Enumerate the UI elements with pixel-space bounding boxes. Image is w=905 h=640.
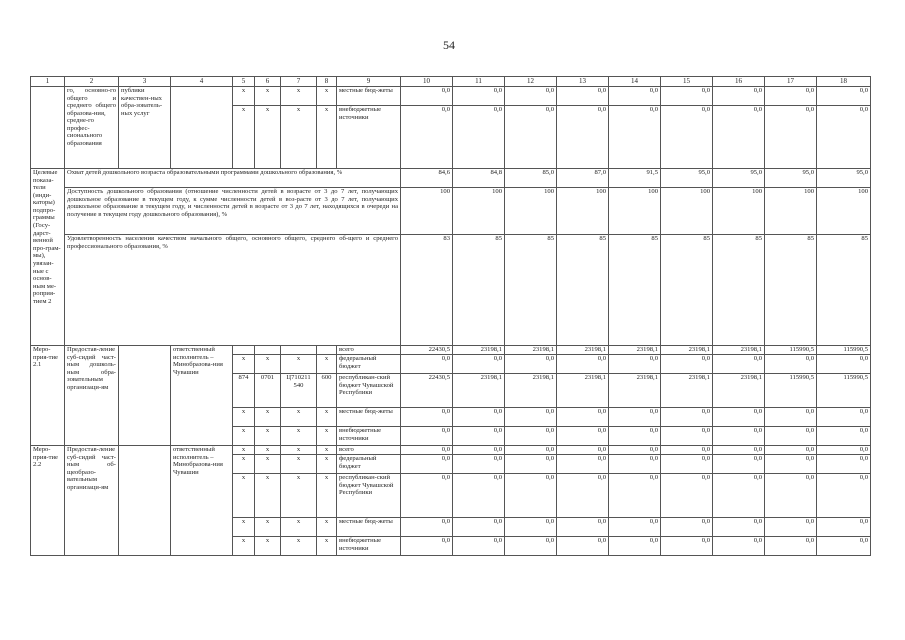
value-cell: 0,0 [661, 455, 713, 474]
value-cell: 83 [401, 235, 453, 346]
value-cell: 0,0 [557, 427, 609, 446]
column-number: 18 [817, 77, 871, 87]
column-number: 17 [765, 77, 817, 87]
code-cell: x [233, 518, 255, 537]
value-cell: 23198,1 [713, 346, 765, 355]
code-cell: x [317, 455, 337, 474]
value-cell: 0,0 [557, 446, 609, 455]
measure-row [31, 346, 871, 355]
value-cell: 0,0 [661, 446, 713, 455]
table-row [31, 87, 871, 106]
value-cell: 0,0 [817, 537, 871, 556]
code-cell: x [281, 87, 317, 106]
value-cell: 0,0 [817, 106, 871, 169]
value-cell: 100 [505, 188, 557, 235]
value-cell: 0,0 [765, 87, 817, 106]
code-cell: x [255, 518, 281, 537]
value-cell: 23198,1 [713, 374, 765, 408]
measure-name: Меро-прия-тие 2.2 [31, 446, 65, 556]
value-cell: 0,0 [453, 408, 505, 427]
code-cell: x [317, 87, 337, 106]
value-cell: 0,0 [765, 355, 817, 374]
value-cell: 0,0 [609, 474, 661, 518]
value-cell: 85 [505, 235, 557, 346]
value-cell: 0,0 [505, 446, 557, 455]
empty-cell [31, 87, 65, 169]
value-cell: 85,0 [505, 169, 557, 188]
value-cell: 85 [453, 235, 505, 346]
column-number: 10 [401, 77, 453, 87]
funding-source-cell: внебюджетные источники [337, 537, 401, 556]
value-cell: 95,0 [661, 169, 713, 188]
value-cell: 0,0 [661, 87, 713, 106]
value-cell: 0,0 [453, 427, 505, 446]
responsible-executor: ответственный исполнитель – Минобразова-ния Чувашии [171, 346, 233, 446]
value-cell: 0,0 [505, 474, 557, 518]
value-cell: 115990,5 [765, 346, 817, 355]
funding-source-cell: местные бюд-жеты [337, 87, 401, 106]
code-cell: Ц710211 540 [281, 374, 317, 408]
value-cell: 0,0 [453, 106, 505, 169]
code-cell [233, 346, 255, 355]
value-cell: 0,0 [453, 474, 505, 518]
value-cell: 0,0 [557, 518, 609, 537]
value-cell: 23198,1 [505, 346, 557, 355]
value-cell: 100 [557, 188, 609, 235]
code-cell: x [233, 87, 255, 106]
indicator-row [31, 169, 871, 188]
funding-source-cell: всего [337, 346, 401, 355]
value-cell: 0,0 [765, 408, 817, 427]
value-cell: 0,0 [713, 446, 765, 455]
value-cell: 85 [713, 235, 765, 346]
value-cell: 0,0 [765, 427, 817, 446]
code-cell: x [255, 474, 281, 518]
value-cell: 100 [713, 188, 765, 235]
funding-source-cell: федеральный бюджет [337, 455, 401, 474]
value-cell: 0,0 [401, 408, 453, 427]
value-cell: 0,0 [609, 355, 661, 374]
value-cell: 0,0 [609, 518, 661, 537]
code-cell: x [255, 455, 281, 474]
value-cell: 0,0 [505, 518, 557, 537]
code-cell: x [281, 427, 317, 446]
value-cell: 91,5 [609, 169, 661, 188]
value-cell: 0,0 [765, 106, 817, 169]
value-cell: 0,0 [557, 537, 609, 556]
value-cell: 0,0 [713, 537, 765, 556]
value-cell: 0,0 [713, 455, 765, 474]
code-cell: x [281, 446, 317, 455]
value-cell: 0,0 [765, 474, 817, 518]
measure-row [31, 446, 871, 455]
code-cell: x [233, 408, 255, 427]
value-cell: 0,0 [609, 106, 661, 169]
value-cell: 0,0 [453, 355, 505, 374]
column-number: 9 [337, 77, 401, 87]
value-cell: 0,0 [713, 518, 765, 537]
code-cell: x [233, 474, 255, 518]
measure-description: Предостав-ление суб-сидий част-ным дошколь-ным обра-зовательным организаци-ям [65, 346, 119, 446]
value-cell: 100 [661, 188, 713, 235]
value-cell: 22430,5 [401, 346, 453, 355]
measure-name: Меро-прия-тие 2.1 [31, 346, 65, 446]
code-cell: x [281, 537, 317, 556]
empty-cell [171, 87, 233, 169]
value-cell: 115990,5 [765, 374, 817, 408]
funding-source-cell: внебюджетные источники [337, 106, 401, 169]
value-cell: 0,0 [661, 355, 713, 374]
funding-source-cell: местные бюд-жеты [337, 518, 401, 537]
value-cell: 0,0 [609, 87, 661, 106]
value-cell: 0,0 [609, 427, 661, 446]
code-cell: x [317, 474, 337, 518]
column-number: 4 [171, 77, 233, 87]
value-cell: 0,0 [713, 474, 765, 518]
code-cell: x [281, 518, 317, 537]
value-cell: 0,0 [817, 355, 871, 374]
code-cell: 0701 [255, 374, 281, 408]
code-cell: x [233, 427, 255, 446]
code-cell: x [281, 355, 317, 374]
value-cell: 85 [557, 235, 609, 346]
indicators-label: Целевые показа-тели (инди-каторы) подпро-граммы (Госу-дарст-венной про-грам-мы), увязан-ные с основ-ным ме-роприя-тием 2 [31, 169, 65, 346]
funding-source-cell: всего [337, 446, 401, 455]
header-row [31, 77, 871, 87]
code-cell: x [255, 408, 281, 427]
indicator-row [31, 188, 871, 235]
value-cell: 0,0 [609, 408, 661, 427]
value-cell: 0,0 [505, 455, 557, 474]
code-cell: x [317, 446, 337, 455]
value-cell: 115990,5 [817, 374, 871, 408]
value-cell: 23198,1 [609, 374, 661, 408]
value-cell: 0,0 [557, 355, 609, 374]
value-cell: 0,0 [713, 408, 765, 427]
code-cell [317, 346, 337, 355]
goal-cell: публики качествен-ных обра-зователь-ных услуг [119, 87, 171, 169]
column-number: 11 [453, 77, 505, 87]
value-cell: 0,0 [713, 427, 765, 446]
code-cell: x [255, 427, 281, 446]
value-cell: 115990,5 [817, 346, 871, 355]
value-cell: 0,0 [661, 537, 713, 556]
value-cell: 0,0 [557, 87, 609, 106]
code-cell [255, 346, 281, 355]
code-cell: x [317, 106, 337, 169]
value-cell: 0,0 [713, 87, 765, 106]
value-cell: 0,0 [557, 408, 609, 427]
code-cell: 874 [233, 374, 255, 408]
value-cell: 0,0 [765, 455, 817, 474]
code-cell: x [233, 455, 255, 474]
value-cell: 85 [661, 235, 713, 346]
value-cell: 0,0 [505, 355, 557, 374]
budget-table [30, 76, 871, 556]
value-cell: 0,0 [453, 537, 505, 556]
value-cell: 0,0 [713, 106, 765, 169]
task-cell: го, основно-го общего и среднего общего образова-ния, средне-го профес-сионального образования [65, 87, 119, 169]
value-cell: 0,0 [817, 474, 871, 518]
value-cell: 0,0 [401, 537, 453, 556]
empty-cell [119, 346, 171, 446]
funding-source-cell: республикан-ский бюджет Чувашской Республики [337, 374, 401, 408]
code-cell: x [233, 537, 255, 556]
value-cell: 0,0 [765, 446, 817, 455]
funding-source-cell: федеральный бюджет [337, 355, 401, 374]
column-number: 8 [317, 77, 337, 87]
value-cell: 23198,1 [453, 346, 505, 355]
value-cell: 0,0 [817, 455, 871, 474]
code-cell: x [233, 106, 255, 169]
code-cell: x [317, 537, 337, 556]
value-cell: 0,0 [817, 518, 871, 537]
value-cell: 0,0 [661, 474, 713, 518]
value-cell: 84,6 [401, 169, 453, 188]
value-cell: 87,0 [557, 169, 609, 188]
responsible-executor: ответственный исполнитель – Минобразова-ния Чувашии [171, 446, 233, 556]
value-cell: 95,0 [713, 169, 765, 188]
value-cell: 0,0 [557, 106, 609, 169]
value-cell: 23198,1 [661, 346, 713, 355]
value-cell: 0,0 [453, 87, 505, 106]
code-cell: x [255, 87, 281, 106]
value-cell: 100 [609, 188, 661, 235]
value-cell: 23198,1 [661, 374, 713, 408]
value-cell: 23198,1 [453, 374, 505, 408]
code-cell: x [317, 355, 337, 374]
value-cell: 100 [453, 188, 505, 235]
code-cell: x [281, 106, 317, 169]
column-number: 2 [65, 77, 119, 87]
value-cell: 0,0 [401, 106, 453, 169]
value-cell: 22430,5 [401, 374, 453, 408]
code-cell: x [317, 518, 337, 537]
code-cell: x [281, 455, 317, 474]
funding-source-cell: местные бюд-жеты [337, 408, 401, 427]
empty-cell [119, 446, 171, 556]
column-number: 15 [661, 77, 713, 87]
value-cell: 0,0 [401, 355, 453, 374]
value-cell: 0,0 [661, 106, 713, 169]
code-cell: x [281, 408, 317, 427]
value-cell: 95,0 [765, 169, 817, 188]
value-cell: 85 [765, 235, 817, 346]
column-number: 16 [713, 77, 765, 87]
code-cell: x [233, 355, 255, 374]
value-cell: 0,0 [817, 446, 871, 455]
code-cell: x [317, 408, 337, 427]
value-cell: 0,0 [661, 408, 713, 427]
measure-description: Предостав-ление суб-сидий част-ным об-щеобразо-вательным организаци-ям [65, 446, 119, 556]
column-number: 12 [505, 77, 557, 87]
column-number: 6 [255, 77, 281, 87]
value-cell: 0,0 [401, 518, 453, 537]
value-cell: 100 [817, 188, 871, 235]
value-cell: 23198,1 [505, 374, 557, 408]
column-number: 5 [233, 77, 255, 87]
value-cell: 23198,1 [557, 374, 609, 408]
value-cell: 0,0 [453, 518, 505, 537]
value-cell: 0,0 [505, 87, 557, 106]
funding-source-cell: внебюджетные источники [337, 427, 401, 446]
value-cell: 0,0 [817, 87, 871, 106]
value-cell: 0,0 [401, 87, 453, 106]
indicator-row [31, 235, 871, 346]
value-cell: 0,0 [505, 427, 557, 446]
code-cell: x [255, 446, 281, 455]
value-cell: 0,0 [401, 474, 453, 518]
indicator-text: Удовлетворенность населения качеством начального общего, основного общего, среднего об-щего и среднего профессионального образования, % [65, 235, 401, 346]
value-cell: 0,0 [453, 455, 505, 474]
value-cell: 0,0 [817, 408, 871, 427]
code-cell: x [255, 537, 281, 556]
column-number: 7 [281, 77, 317, 87]
value-cell: 0,0 [453, 446, 505, 455]
value-cell: 0,0 [765, 537, 817, 556]
funding-source-cell: республикан-ский бюджет Чувашской Республики [337, 474, 401, 518]
value-cell: 0,0 [505, 537, 557, 556]
code-cell [281, 346, 317, 355]
value-cell: 0,0 [713, 355, 765, 374]
value-cell: 85 [817, 235, 871, 346]
value-cell: 23198,1 [557, 346, 609, 355]
indicator-text: Охват детей дошкольного возраста образовательными программами дошкольного образования, % [65, 169, 401, 188]
value-cell: 100 [765, 188, 817, 235]
value-cell: 0,0 [817, 427, 871, 446]
value-cell: 0,0 [557, 474, 609, 518]
value-cell: 85 [609, 235, 661, 346]
value-cell: 0,0 [505, 106, 557, 169]
value-cell: 84,8 [453, 169, 505, 188]
code-cell: 600 [317, 374, 337, 408]
value-cell: 0,0 [661, 518, 713, 537]
column-number: 14 [609, 77, 661, 87]
column-number: 1 [31, 77, 65, 87]
value-cell: 0,0 [609, 537, 661, 556]
indicator-text: Доступность дошкольного образования (отношение численности детей в возрасте от 3 до 7 лет, получающих дошкольное образование в текущем году, к сумме численности детей в воз-расте от 3 до 7 лет, получающих дошкольное образование в текущем году, и численности детей в возрасте от 3 до 7 лет, находящихся в очереди на получение в текущем году дошкольного образования), % [65, 188, 401, 235]
value-cell: 0,0 [765, 518, 817, 537]
code-cell: x [233, 446, 255, 455]
value-cell: 0,0 [401, 446, 453, 455]
code-cell: x [255, 355, 281, 374]
page-number: 54 [443, 38, 455, 52]
code-cell: x [255, 106, 281, 169]
value-cell: 0,0 [661, 427, 713, 446]
value-cell: 100 [401, 188, 453, 235]
value-cell: 23198,1 [609, 346, 661, 355]
value-cell: 0,0 [609, 455, 661, 474]
code-cell: x [317, 427, 337, 446]
value-cell: 0,0 [401, 455, 453, 474]
value-cell: 95,0 [817, 169, 871, 188]
value-cell: 0,0 [505, 408, 557, 427]
value-cell: 0,0 [401, 427, 453, 446]
code-cell: x [281, 474, 317, 518]
column-number: 13 [557, 77, 609, 87]
value-cell: 0,0 [557, 455, 609, 474]
value-cell: 0,0 [609, 446, 661, 455]
column-number: 3 [119, 77, 171, 87]
